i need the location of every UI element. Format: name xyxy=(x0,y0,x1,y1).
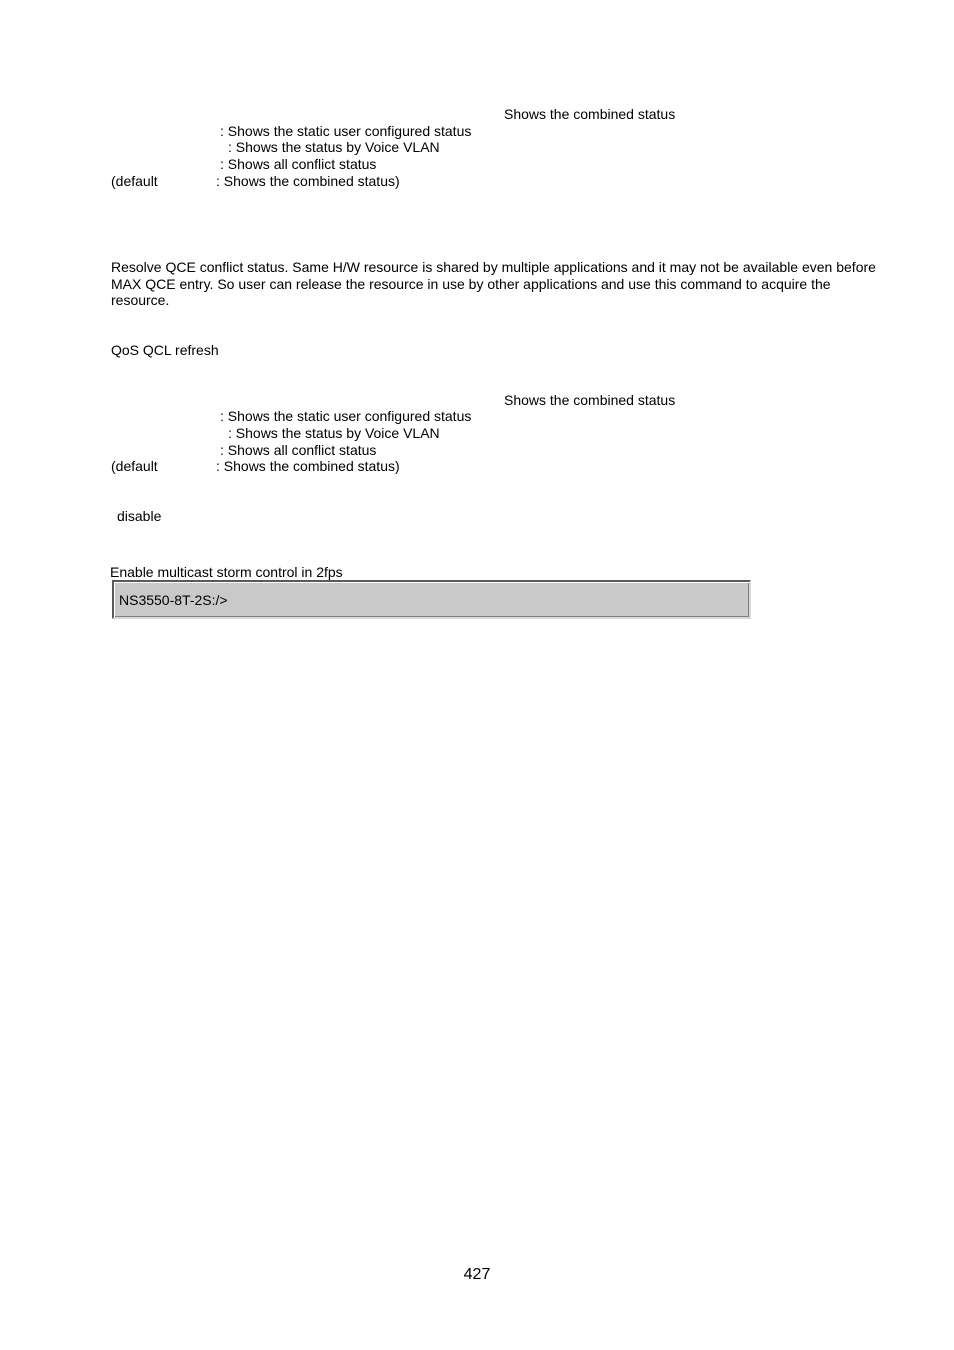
voice-status-desc-2: : Shows the status by Voice VLAN xyxy=(228,425,440,441)
default-desc-1: : Shows the combined status) xyxy=(216,173,400,189)
static-status-desc-1: : Shows the static user configured status xyxy=(220,123,472,139)
static-status-desc-2: : Shows the static user configured status xyxy=(220,408,472,424)
example-text: Enable multicast storm control in 2fps xyxy=(110,564,343,580)
voice-status-desc-1: : Shows the status by Voice VLAN xyxy=(228,139,440,155)
default-desc-2: : Shows the combined status) xyxy=(216,458,400,474)
combined-status-desc-1: Shows the combined status xyxy=(504,106,676,122)
default-value: disable xyxy=(117,508,162,524)
command-description: Resolve QCE conflict status. Same H/W resource is shared by multiple applications and it may not be available even before MAX QCE entry. So user can release the resource in use by other applications and use this command to acquire the resource. xyxy=(111,259,876,309)
default-label-1: (default xyxy=(111,173,158,189)
console-prompt: NS3550-8T-2S:/> xyxy=(119,592,228,608)
command-syntax: QoS QCL refresh xyxy=(111,342,219,358)
combined-status-desc-2: Shows the combined status xyxy=(504,392,676,408)
default-label-2: (default xyxy=(111,458,158,474)
console-box xyxy=(112,580,751,619)
conflict-status-desc-1: : Shows all conflict status xyxy=(220,156,377,172)
conflict-status-desc-2: : Shows all conflict status xyxy=(220,442,377,458)
page-number: 427 xyxy=(463,1266,491,1283)
